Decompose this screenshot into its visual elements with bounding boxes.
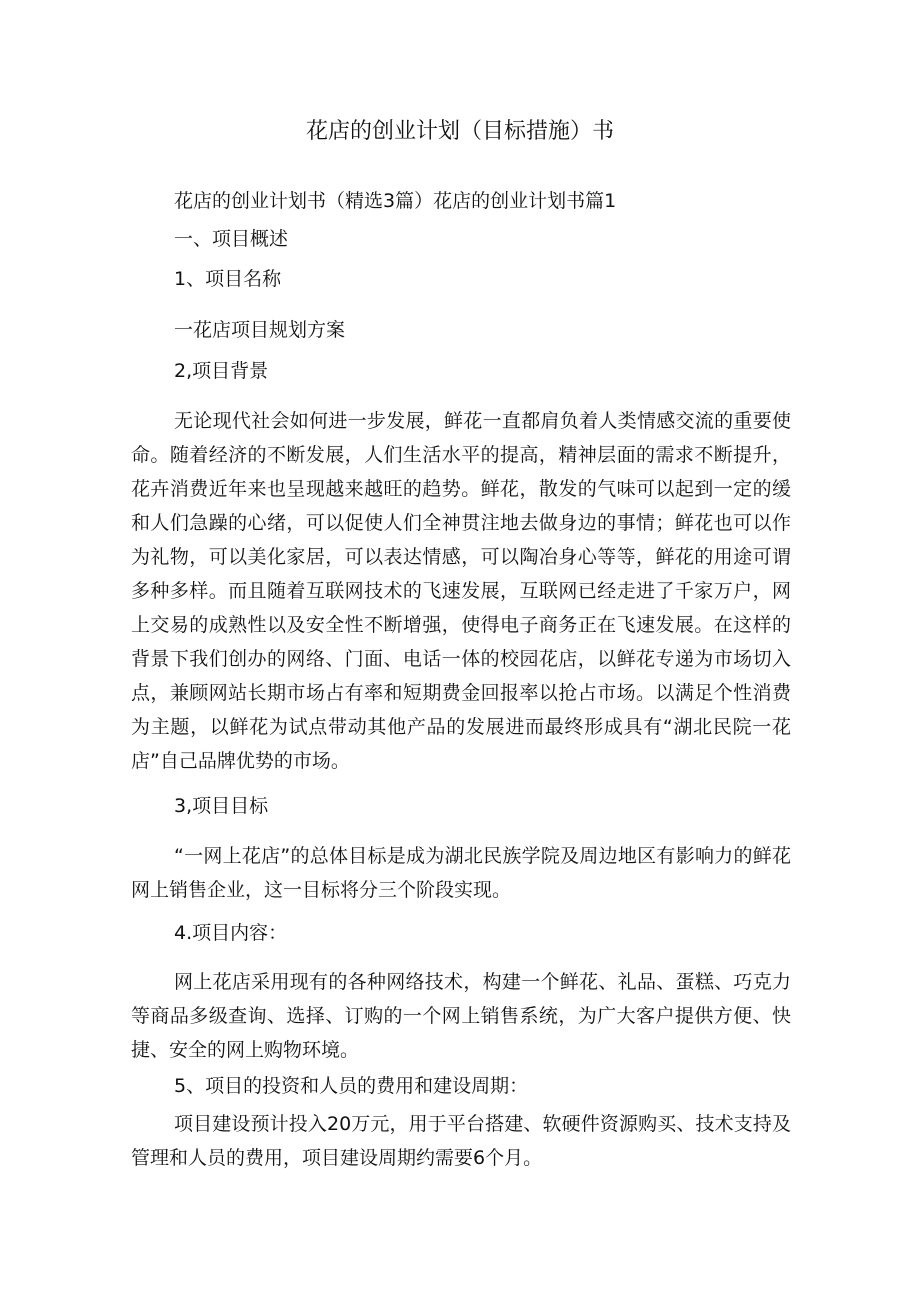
item-heading: 2,项目背景: [174, 360, 269, 382]
investment-paragraph: 项目建设预计投入20万元，用于平台搭建、软硬件资源购买、技术支持及管理和人员的费用，项目建设周期约需要6个月。: [131, 1113, 791, 1169]
background-paragraph: 无论现代社会如何进一步发展，鲜花一直都肩负着人类情感交流的重要使命。随着经济的不断发展，人们生活水平的提高，精神层面的需求不断提升，花卉消费近年来也呈现越来越旺的趋势。鲜花，散发的气味可以起到一定的缓和人们急躁的心绪，可以促使人们全神贯注地去做身边的事情；鲜花也可以作为礼物，可以美化家居，可以表达情感，可以陶冶身心等等，鲜花的用途可谓多种多样。而且随着互联网技术的飞速发展，互联网已经走进了千家万户，网上交易的成熟性以及安全性不断增强，使得电子商务正在飞速发展。在这样的背景下我们创办的网络、门面、电话一体的校园花店，以鲜花专递为市场切入点，兼顾网站长期市场占有率和短期费金回报率以抢占市场。以满足个性消费为主题，以鲜花为试点带动其他产品的发展进而最终形成具有“湖北民院一花店”自己品牌优势的市场。: [131, 410, 791, 772]
item-heading: 3,项目目标: [174, 795, 269, 817]
document-title: 花店的创业计划（目标措施）书: [305, 119, 614, 144]
section-heading: 一、项目概述: [174, 228, 289, 250]
item-heading: 5、项目的投资和人员的费用和建设周期：: [174, 1075, 529, 1097]
item-body: 一花店项目规划方案: [174, 319, 346, 341]
document-subtitle: 花店的创业计划书（精选3篇）花店的创业计划书篇1: [174, 190, 617, 212]
item-heading: 4.项目内容：: [174, 922, 288, 944]
goal-paragraph: “一网上花店”的总体目标是成为湖北民族学院及周边地区有影响力的鲜花网上销售企业，这一目标将分三个阶段实现。: [131, 845, 791, 901]
content-paragraph: 网上花店采用现有的各种网络技术，构建一个鲜花、礼品、蛋糕、巧克力等商品多级查询、选择、订购的一个网上销售系统，为广大客户提供方便、快捷、安全的网上购物环境。: [131, 971, 791, 1061]
item-heading: 1、项目名称: [174, 268, 282, 290]
